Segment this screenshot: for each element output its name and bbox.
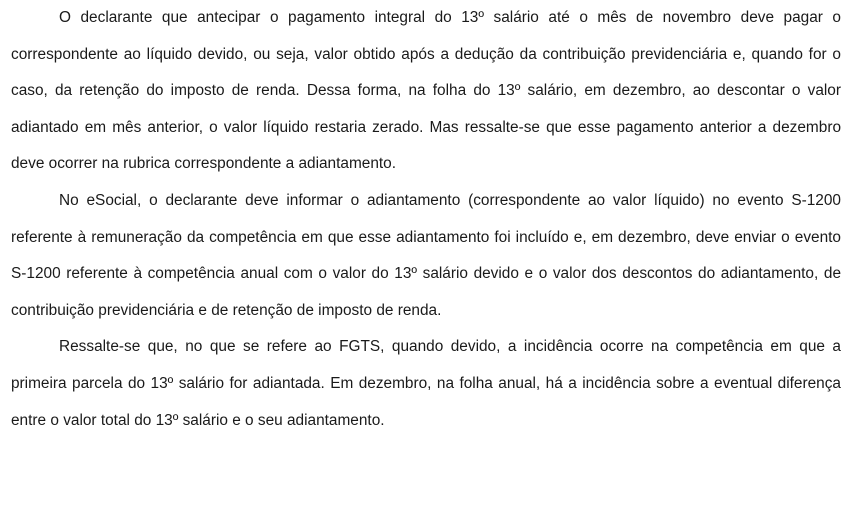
paragraph-advance-payment: O declarante que antecipar o pagamento integral do 13º salário até o mês de novembro deve pagar o correspondente ao líquido devido, ou seja, valor obtido após a dedução da contribuição previdenciária e, quando for o caso, da retenção do imposto de renda. Dessa forma, na folha do 13º salário, em dezembro, ao descontar o valor adiantado em mês anterior, o valor líquido restaria zerado. Mas ressalte-se que esse pagamento anterior a dezembro deve ocorrer na rubrica correspondente a adiantamento. bbox=[11, 9, 841, 173]
paragraph-fgts: Ressalte-se que, no que se refere ao FGTS, quando devido, a incidência ocorre na competência em que a primeira parcela do 13º salário for adiantada. Em dezembro, na folha anual, há a incidência sobre a eventual diferença entre o valor total do 13º salário e o seu adiantamento. bbox=[11, 338, 841, 429]
paragraph-esocial: No eSocial, o declarante deve informar o adiantamento (correspondente ao valor líquido) no evento S-1200 referente à remuneração da competência em que esse adiantamento foi incluído e, em dezembro, deve enviar o evento S-1200 referente à competência anual com o valor do 13º salário devido e o valor dos descontos do adiantamento, de contribuição previdenciária e de retenção de imposto de renda. bbox=[11, 191, 841, 319]
